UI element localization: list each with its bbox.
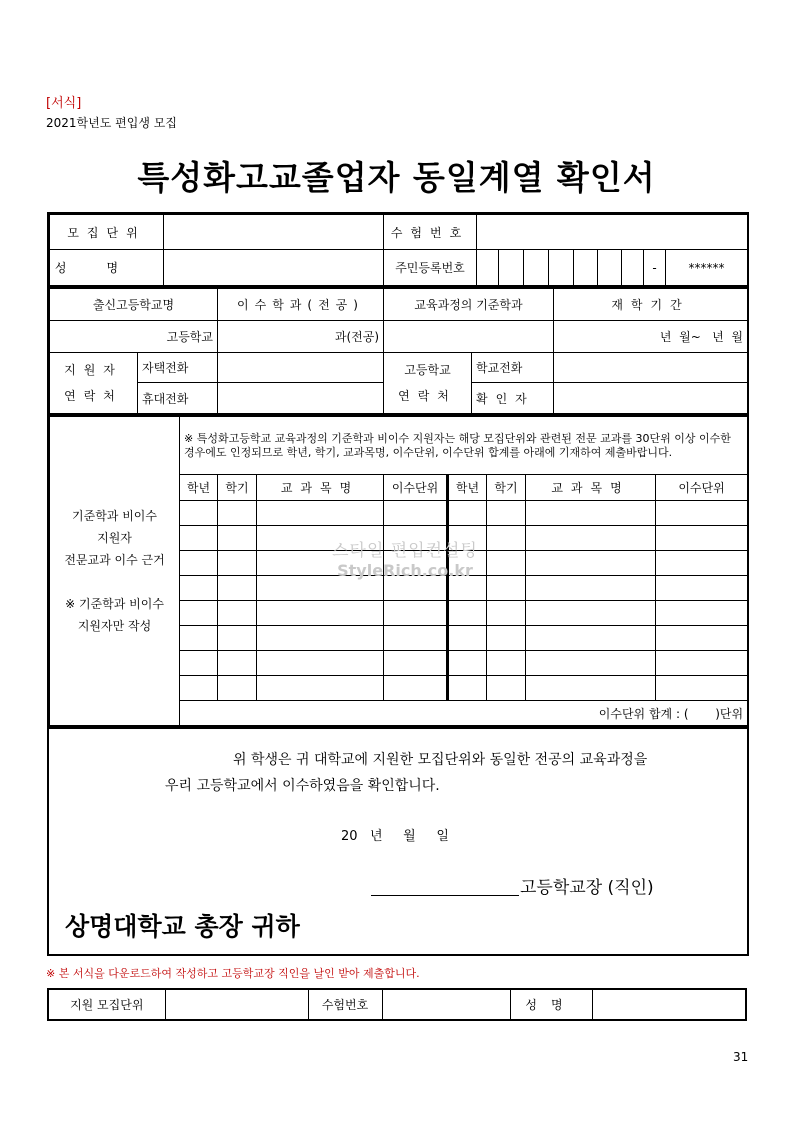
applicant-table bbox=[49, 214, 748, 286]
rrn-digit-cell[interactable] bbox=[598, 250, 622, 286]
school-name-header: 출신고등학교명 bbox=[50, 289, 218, 321]
curriculum-field[interactable] bbox=[384, 321, 554, 353]
addressee: 상명대학교 총장 귀하 bbox=[65, 912, 300, 941]
subject-cell[interactable] bbox=[448, 501, 487, 526]
period-header: 재학기간 bbox=[554, 289, 748, 321]
rrn-digit-cell[interactable] bbox=[574, 250, 598, 286]
mobile-phone-label: 휴대전화 bbox=[138, 383, 218, 414]
basis-label-line: 지원자만 작성 bbox=[77, 619, 152, 633]
subject-cell[interactable] bbox=[656, 676, 748, 701]
school-name-field[interactable]: 고등학교 bbox=[50, 321, 218, 353]
exam-number-field[interactable] bbox=[477, 215, 748, 250]
confirmer-field[interactable] bbox=[554, 383, 748, 414]
subject-cell[interactable] bbox=[257, 626, 384, 651]
rrn-digit-cell[interactable] bbox=[477, 250, 499, 286]
major-field[interactable]: 과(전공) bbox=[218, 321, 384, 353]
school-table bbox=[49, 288, 748, 414]
subject-cell[interactable] bbox=[180, 676, 218, 701]
subject-cell[interactable] bbox=[656, 551, 748, 576]
form-subtitle: 2021학년도 편입생 모집 bbox=[46, 116, 177, 130]
subject-cell[interactable] bbox=[218, 601, 257, 626]
receipt-unit-field[interactable] bbox=[165, 989, 308, 1020]
confirmer-label: 확인자 bbox=[472, 383, 554, 414]
subject-cell[interactable] bbox=[180, 626, 218, 651]
receipt-table bbox=[47, 988, 747, 1021]
school-contact-label-2: 연락처 bbox=[398, 389, 457, 403]
subject-cell[interactable] bbox=[257, 526, 384, 551]
subject-cell[interactable] bbox=[526, 626, 656, 651]
watermark-line: StyleRich.co.kr bbox=[337, 561, 473, 580]
subject-cell[interactable] bbox=[180, 551, 218, 576]
col-header-subject: 교과목명 bbox=[257, 475, 384, 501]
units-total: 이수단위 합계 : ( )단위 bbox=[180, 701, 748, 726]
subject-cell[interactable] bbox=[656, 501, 748, 526]
subject-cell[interactable] bbox=[487, 626, 526, 651]
confirm-text-line1: 위 학생은 귀 대학교에 지원한 모집단위와 동일한 전공의 교육과정을 bbox=[233, 752, 648, 768]
applicant-contact-label-2: 연락처 bbox=[64, 389, 123, 403]
applicant-contact-label-1: 지원자 bbox=[64, 363, 123, 377]
subject-cell[interactable] bbox=[384, 651, 448, 676]
subject-cell[interactable] bbox=[526, 601, 656, 626]
school-contact-label bbox=[384, 353, 472, 414]
non-major-basis-label bbox=[50, 417, 180, 726]
subject-cell[interactable] bbox=[218, 626, 257, 651]
receipt-name-field[interactable] bbox=[592, 989, 746, 1020]
exam-number-label: 수험번호 bbox=[384, 215, 477, 250]
subject-cell[interactable] bbox=[384, 526, 448, 551]
subject-cell[interactable] bbox=[487, 576, 526, 601]
principal-signature-line[interactable] bbox=[371, 895, 519, 896]
subject-cell[interactable] bbox=[487, 676, 526, 701]
subject-cell[interactable] bbox=[384, 676, 448, 701]
subject-cell[interactable] bbox=[487, 651, 526, 676]
subject-cell[interactable] bbox=[218, 551, 257, 576]
applicant-box bbox=[47, 212, 749, 287]
rrn-digit-cell[interactable] bbox=[499, 250, 524, 286]
name-field[interactable] bbox=[164, 250, 384, 286]
subjects-table bbox=[49, 416, 748, 726]
col-header-units: 이수단위 bbox=[384, 475, 448, 501]
subject-cell[interactable] bbox=[180, 501, 218, 526]
receipt-strip bbox=[47, 988, 745, 1021]
subject-cell[interactable] bbox=[487, 551, 526, 576]
form-tag: [서식] bbox=[46, 96, 82, 111]
basis-label-line: ※ 기준학과 비이수 bbox=[65, 597, 164, 611]
subject-cell[interactable] bbox=[384, 501, 448, 526]
subject-cell[interactable] bbox=[384, 576, 448, 601]
subject-cell[interactable] bbox=[656, 526, 748, 551]
rrn-digit-cell[interactable] bbox=[524, 250, 549, 286]
subject-cell[interactable] bbox=[448, 651, 487, 676]
subject-cell[interactable] bbox=[257, 501, 384, 526]
name-label: 성명 bbox=[50, 250, 164, 286]
col-header-subject: 교과목명 bbox=[526, 475, 656, 501]
basis-label-line: 지원자 bbox=[97, 531, 132, 545]
subject-cell[interactable] bbox=[656, 651, 748, 676]
rrn-digit-cell[interactable] bbox=[549, 250, 574, 286]
subject-cell[interactable] bbox=[448, 601, 487, 626]
recruit-unit-field[interactable] bbox=[164, 215, 384, 250]
document-title: 특성화고교졸업자 동일계열 확인서 bbox=[137, 158, 656, 197]
subject-cell[interactable] bbox=[656, 576, 748, 601]
home-phone-label: 자택전화 bbox=[138, 353, 218, 383]
applicant-contact-label bbox=[50, 353, 138, 414]
recruit-unit-label: 모집단위 bbox=[50, 215, 164, 250]
subject-cell[interactable] bbox=[218, 576, 257, 601]
rrn-label: 주민등록번호 bbox=[384, 250, 477, 286]
subject-cell[interactable] bbox=[448, 551, 487, 576]
subject-cell[interactable] bbox=[180, 526, 218, 551]
subject-cell[interactable] bbox=[448, 676, 487, 701]
mobile-phone-field[interactable] bbox=[218, 383, 384, 414]
subject-cell[interactable] bbox=[656, 626, 748, 651]
subjects-instruction-note: ※ 특성화고등학교 교육과정의 기준학과 비이수 지원자는 해당 모집단위와 관련된 전문 교과를 30단위 이상 이수한 경우에도 인정되므로 학년, 학기, 교과목명, 이수단위, 이수단위 합계를 아래에 기재하여 제출바랍니다. bbox=[180, 417, 748, 475]
footnote: ※ 본 서식을 다운로드하여 작성하고 고등학교장 직인을 날인 받아 제출합니다. bbox=[46, 967, 420, 980]
subject-cell[interactable] bbox=[487, 526, 526, 551]
receipt-exam-field[interactable] bbox=[382, 989, 510, 1020]
subject-cell[interactable] bbox=[526, 651, 656, 676]
school-phone-field[interactable] bbox=[554, 353, 748, 383]
subject-cell[interactable] bbox=[257, 601, 384, 626]
subject-cell[interactable] bbox=[384, 626, 448, 651]
subject-cell[interactable] bbox=[180, 576, 218, 601]
subject-cell[interactable] bbox=[487, 501, 526, 526]
rrn-digit-cell[interactable] bbox=[622, 250, 644, 286]
rrn-dash: - bbox=[644, 250, 666, 286]
subject-cell[interactable] bbox=[487, 601, 526, 626]
period-field[interactable]: 년 월~ 년 월 bbox=[554, 321, 748, 353]
confirmation-box bbox=[47, 727, 749, 956]
receipt-unit-label: 지원 모집단위 bbox=[48, 989, 165, 1020]
school-contact-label-1: 고등학교 bbox=[404, 363, 451, 377]
subject-cell[interactable] bbox=[448, 626, 487, 651]
subject-cell[interactable] bbox=[384, 551, 448, 576]
subject-cell[interactable] bbox=[526, 526, 656, 551]
rrn-mask: ****** bbox=[666, 250, 748, 286]
subject-cell[interactable] bbox=[257, 551, 384, 576]
confirm-date: 20 년 월 일 bbox=[341, 829, 449, 844]
major-header: 이수학과(전공) bbox=[218, 289, 384, 321]
subject-cell[interactable] bbox=[526, 676, 656, 701]
receipt-name-label: 성명 bbox=[510, 989, 592, 1020]
subject-cell[interactable] bbox=[218, 651, 257, 676]
subject-cell[interactable] bbox=[180, 651, 218, 676]
subject-cell[interactable] bbox=[526, 551, 656, 576]
col-header-semester: 학기 bbox=[218, 475, 257, 501]
subjects-box bbox=[47, 414, 749, 728]
subject-cell[interactable] bbox=[218, 501, 257, 526]
school-phone-label: 학교전화 bbox=[472, 353, 554, 383]
subject-cell[interactable] bbox=[384, 601, 448, 626]
receipt-exam-label: 수험번호 bbox=[308, 989, 382, 1020]
page-number: 31 bbox=[733, 1050, 749, 1064]
school-box bbox=[47, 286, 749, 415]
subject-cell[interactable] bbox=[656, 601, 748, 626]
basis-label-line: 전문교과 이수 근거 bbox=[64, 553, 165, 567]
curriculum-header: 교육과정의 기준학과 bbox=[384, 289, 554, 321]
subject-cell[interactable] bbox=[218, 526, 257, 551]
col-header-semester: 학기 bbox=[487, 475, 526, 501]
principal-seal-label: 고등학교장 (직인) bbox=[520, 878, 654, 898]
col-header-grade: 학년 bbox=[180, 475, 218, 501]
subject-cell[interactable] bbox=[448, 576, 487, 601]
subject-cell[interactable] bbox=[257, 676, 384, 701]
subject-cell[interactable] bbox=[448, 526, 487, 551]
basis-label-line: 기준학과 비이수 bbox=[72, 509, 157, 523]
watermark-line: 스타일 편입컨설팅 bbox=[332, 541, 478, 561]
subject-cell[interactable] bbox=[180, 601, 218, 626]
subject-cell[interactable] bbox=[526, 576, 656, 601]
subject-cell[interactable] bbox=[526, 501, 656, 526]
subject-cell[interactable] bbox=[218, 676, 257, 701]
confirm-text-line2: 우리 고등학교에서 이수하였음을 확인합니다. bbox=[165, 778, 440, 794]
home-phone-field[interactable] bbox=[218, 353, 384, 383]
subject-cell[interactable] bbox=[257, 576, 384, 601]
col-header-units: 이수단위 bbox=[656, 475, 748, 501]
subject-cell[interactable] bbox=[257, 651, 384, 676]
col-header-grade: 학년 bbox=[448, 475, 487, 501]
